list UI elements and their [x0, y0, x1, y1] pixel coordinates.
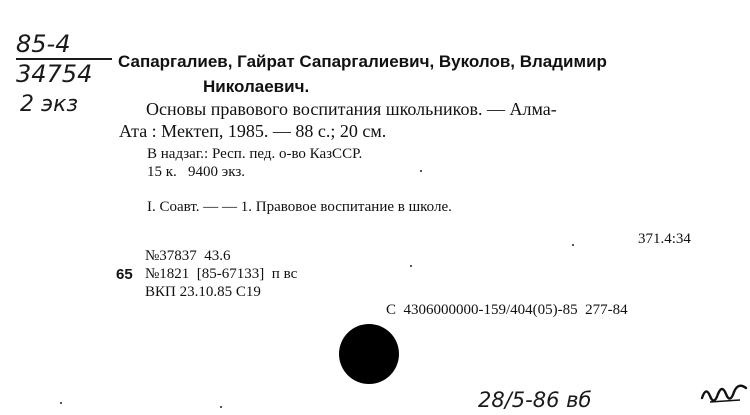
copy-count: 65	[116, 266, 133, 283]
tracings-line: I. Соавт. — — 1. Правовое воспитание в школе.	[147, 199, 452, 215]
title-line-1: Основы правового воспитания школьников. — Алма-	[146, 99, 557, 119]
handwritten-date-mark: 28/5-86 вб	[478, 388, 592, 412]
author-heading-continued: Николаевич.	[203, 77, 310, 96]
registry-number-line: №37837 43.6	[145, 248, 231, 264]
signature-scribble	[700, 376, 748, 406]
scan-speck	[420, 170, 422, 172]
udc-code: 371.4:34	[638, 231, 691, 247]
price-edition-line: 15 к. 9400 экз.	[147, 164, 245, 180]
punch-hole	[339, 324, 399, 384]
scan-speck	[572, 244, 574, 246]
handwritten-shelf-code: 85-4	[16, 30, 71, 58]
handwritten-copies-note: 2 экз	[20, 92, 79, 117]
title-line-2: Ата : Мектеп, 1985. — 88 с.; 20 см.	[119, 121, 387, 141]
note-line: В надзаг.: Респ. пед. о-во КазССР.	[147, 146, 363, 162]
scan-speck	[410, 265, 412, 267]
author-heading: Сапаргалиев, Гайрат Сапаргалиевич, Вуколов, Владимир	[118, 52, 607, 71]
order-line: №1821 [85-67133] п вс	[145, 266, 298, 282]
handwritten-inventory-number: 34754	[16, 60, 93, 88]
scan-speck	[60, 402, 62, 404]
vkp-line: ВКП 23.10.85 С19	[145, 284, 261, 300]
classification-code-line: С 4306000000-159/404(05)-85 277-84	[386, 302, 628, 318]
scan-speck	[220, 406, 222, 408]
